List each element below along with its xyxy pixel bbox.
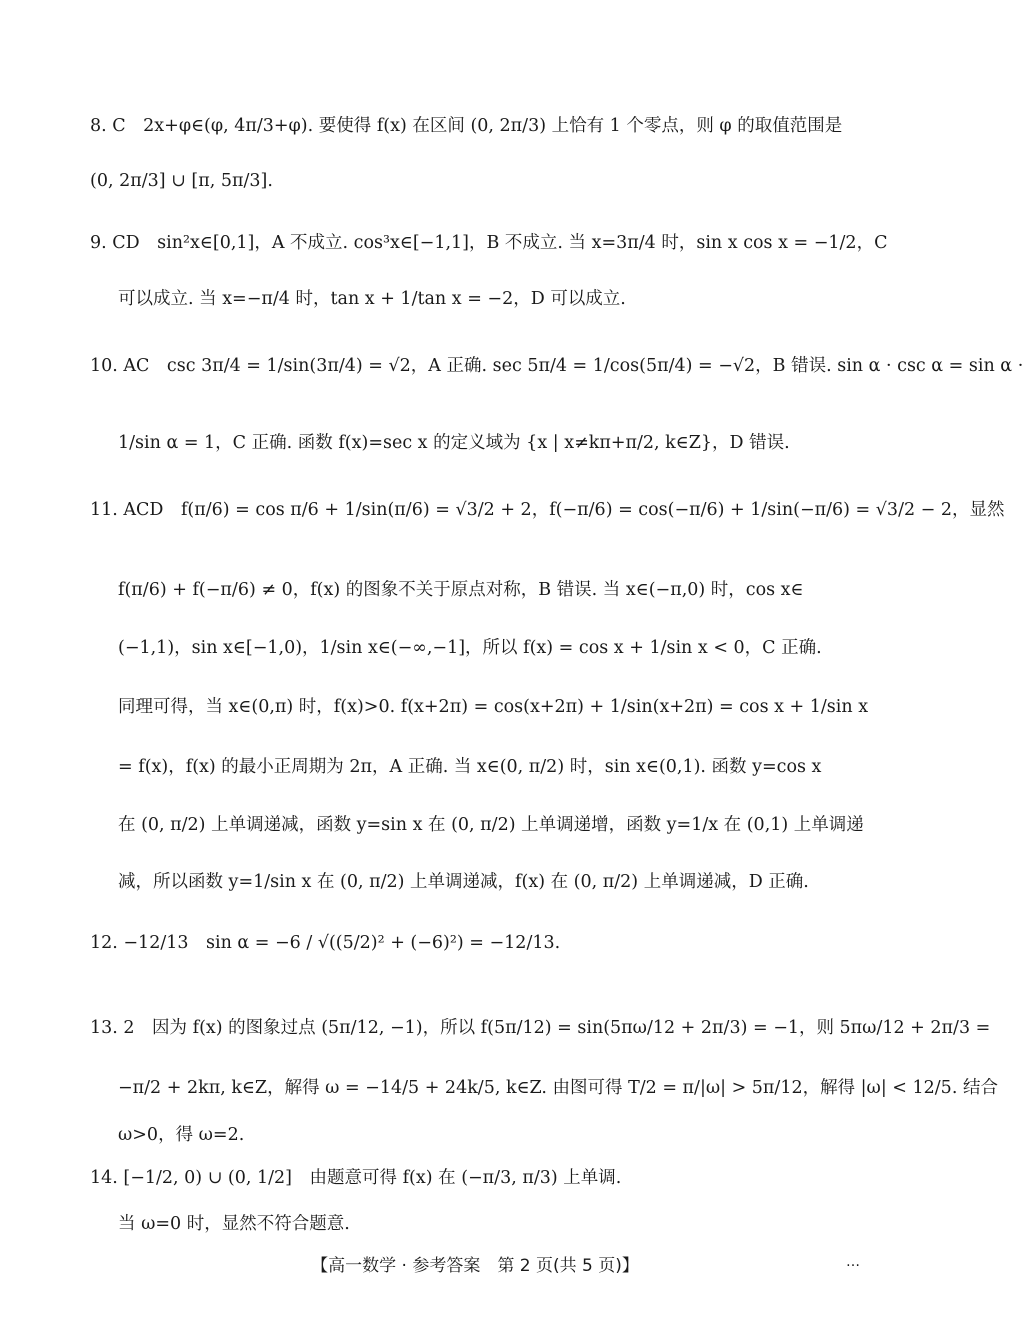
answer-9-line-2: 可以成立. 当 x=−π/4 时，tan x + 1/tan x = −2，D 可以成立. (118, 289, 626, 309)
answer-11-line-7: 减，所以函数 y=1/sin x 在 (0, π/2) 上单调递减，f(x) 在 (0, π/2) 上单调递减，D 正确. (118, 872, 809, 892)
answer-12: 12. −12/13 sin α = −6 / √((5/2)² + (−6)²) = −12/13. (90, 933, 561, 953)
answer-14-line-2: 当 ω=0 时，显然不符合题意. (118, 1214, 350, 1234)
page-footer: 【高一数学 · 参考答案 第 2 页(共 5 页)】 (311, 1256, 639, 1276)
answer-11-line-4: 同理可得，当 x∈(0,π) 时，f(x)>0. f(x+2π) = cos(x+2π) + 1/sin(x+2π) = cos x + 1/sin x (118, 697, 869, 717)
answer-13-line-1: 13. 2 因为 f(x) 的图象过点 (5π/12, −1)，所以 f(5π/12) = sin(5πω/12 + 2π/3) = −1，则 5πω/12 + 2π/3 = (90, 1018, 991, 1038)
answer-11-line-5: = f(x)，f(x) 的最小正周期为 2π，A 正确. 当 x∈(0, π/2) 时，sin x∈(0,1). 函数 y=cos x (118, 757, 822, 777)
answer-10-line-1: 10. AC csc 3π/4 = 1/sin(3π/4) = √2，A 正确. sec 5π/4 = 1/cos(5π/4) = −√2，B 错误. sin α · csc α = sin α · (90, 356, 1023, 376)
answer-8-line-2: (0, 2π/3] ∪ [π, 5π/3]. (90, 171, 273, 191)
footer-mark: … (846, 1254, 860, 1270)
answer-13-line-2: −π/2 + 2kπ, k∈Z，解得 ω = −14/5 + 24k/5, k∈Z. 由图可得 T/2 = π/|ω| > 5π/12，解得 |ω| < 12/5. 结合 (118, 1078, 998, 1098)
answer-8-line-1: 8. C 2x+φ∈(φ, 4π/3+φ). 要使得 f(x) 在区间 (0, 2π/3) 上恰有 1 个零点，则 φ 的取值范围是 (90, 116, 843, 136)
answer-10-line-2: 1/sin α = 1，C 正确. 函数 f(x)=sec x 的定义域为 {x | x≠kπ+π/2, k∈Z}，D 错误. (118, 433, 790, 453)
answer-11-line-6: 在 (0, π/2) 上单调递减，函数 y=sin x 在 (0, π/2) 上单调递增，函数 y=1/x 在 (0,1) 上单调递 (118, 815, 864, 835)
answer-14-line-1: 14. [−1/2, 0) ∪ (0, 1/2] 由题意可得 f(x) 在 (−π/3, π/3) 上单调. (90, 1168, 622, 1188)
answer-13-line-3: ω>0，得 ω=2. (118, 1125, 245, 1145)
answer-11-line-2: f(π/6) + f(−π/6) ≠ 0，f(x) 的图象不关于原点对称，B 错误. 当 x∈(−π,0) 时，cos x∈ (118, 580, 804, 600)
answer-11-line-1: 11. ACD f(π/6) = cos π/6 + 1/sin(π/6) = √3/2 + 2，f(−π/6) = cos(−π/6) + 1/sin(−π/6) = √3/2 − 2，显然 (90, 500, 1005, 520)
answer-11-line-3: (−1,1)，sin x∈[−1,0)，1/sin x∈(−∞,−1]，所以 f(x) = cos x + 1/sin x < 0，C 正确. (118, 638, 822, 658)
answer-9-line-1: 9. CD sin²x∈[0,1]，A 不成立. cos³x∈[−1,1]，B 不成立. 当 x=3π/4 时，sin x cos x = −1/2，C (90, 233, 888, 253)
